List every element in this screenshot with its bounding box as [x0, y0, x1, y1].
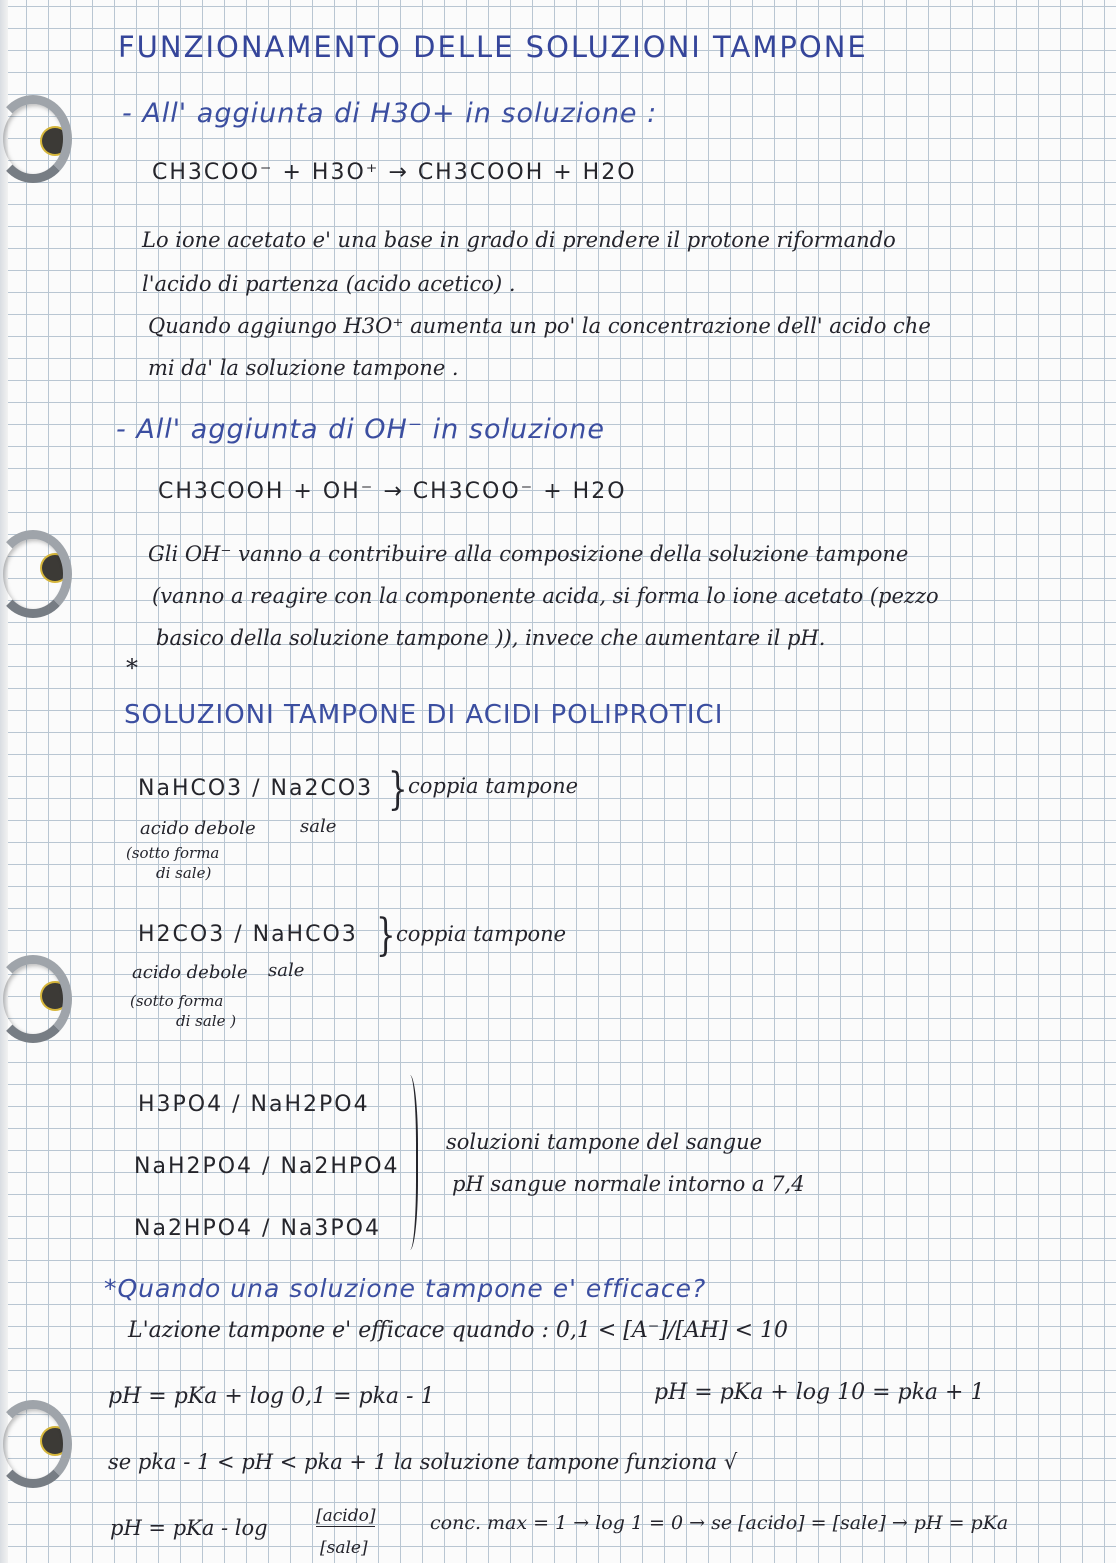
section2-equation: CH3COOH + OH⁻ → CH3COO⁻ + H2O: [158, 479, 627, 504]
section1-text-line: Lo ione acetato e' una base in grado di prendere il protone riformando: [142, 228, 896, 252]
binder-ring: [0, 1400, 72, 1488]
equal-concentration-note: conc. max = 1 → log 1 = 0 → se [acido] = [sale] → pH = pKa: [430, 1512, 1009, 1534]
fraction-numerator: [acido]: [316, 1506, 376, 1526]
buffer-pair-formula: H2CO3 / NaHCO3: [138, 922, 358, 947]
buffer-note: (sotto forma: [126, 844, 220, 862]
buffer-acid-label: acido debole: [132, 962, 248, 983]
ph-lower-limit: pH = pKa + log 0,1 = pka - 1: [108, 1384, 435, 1409]
binder-ring: [0, 95, 72, 183]
buffer-note: di sale): [156, 864, 212, 882]
section2-text-line: (vanno a reagire con la componente acida, si forma lo ione acetato (pezzo: [152, 584, 939, 608]
buffer-pair-label: coppia tampone: [396, 922, 567, 946]
section1-text-line: l'acido di partenza (acido acetico) .: [142, 272, 516, 296]
section2-text-line: basico della soluzione tampone )), invece che aumentare il pH.: [156, 626, 826, 650]
section4-heading: *Quando una soluzione tampone e' efficace?: [104, 1274, 707, 1303]
blood-buffer-formula: NaH2PO4 / Na2HPO4: [134, 1154, 400, 1179]
brace-symbol: }: [376, 910, 396, 961]
efficacy-condition: L'azione tampone e' efficace quando : 0,1 < [A⁻]/[AH] < 10: [128, 1318, 789, 1343]
henderson-equation: pH = pKa - log: [110, 1516, 268, 1540]
blood-ph-label: pH sangue normale intorno a 7,4: [452, 1172, 805, 1196]
blood-buffer-formula: H3PO4 / NaH2PO4: [138, 1092, 370, 1117]
section1-text-line: mi da' la soluzione tampone .: [148, 356, 459, 380]
asterisk-mark: *: [126, 654, 138, 682]
brace-symbol: [398, 1075, 418, 1250]
page-title: FUNZIONAMENTO DELLE SOLUZIONI TAMPONE: [118, 30, 868, 64]
buffer-salt-label: sale: [268, 960, 305, 981]
section2-text-line: Gli OH⁻ vanno a contribuire alla composizione della soluzione tampone: [148, 542, 909, 566]
buffer-note: (sotto forma: [130, 992, 224, 1010]
section1-text-line: Quando aggiungo H3O⁺ aumenta un po' la concentrazione dell' acido che: [148, 314, 931, 338]
binder-ring: [0, 955, 72, 1043]
brace-symbol: }: [388, 764, 408, 815]
buffer-pair-label: coppia tampone: [408, 774, 579, 798]
ph-upper-limit: pH = pKa + log 10 = pka + 1: [654, 1380, 985, 1405]
buffer-salt-label: sale: [300, 816, 337, 837]
section1-equation: CH3COO⁻ + H3O⁺ → CH3COOH + H2O: [152, 160, 637, 185]
blood-buffer-formula: Na2HPO4 / Na3PO4: [134, 1216, 381, 1241]
buffer-pair-formula: NaHCO3 / Na2CO3: [138, 776, 374, 801]
section2-heading: - All' aggiunta di OH⁻ in soluzione: [116, 414, 605, 445]
fraction-denominator: [sale]: [320, 1538, 368, 1558]
buffer-acid-label: acido debole: [140, 818, 256, 839]
section3-heading: SOLUZIONI TAMPONE DI ACIDI POLIPROTICI: [124, 700, 724, 730]
page-margin: [0, 0, 8, 1563]
ph-range-statement: se pka - 1 < pH < pka + 1 la soluzione tampone funziona √: [108, 1450, 738, 1474]
binder-ring: [0, 530, 72, 618]
section1-heading: - All' aggiunta di H3O+ in soluzione :: [122, 98, 658, 129]
buffer-note: di sale ): [176, 1012, 237, 1030]
blood-buffer-label: soluzioni tampone del sangue: [446, 1130, 763, 1154]
